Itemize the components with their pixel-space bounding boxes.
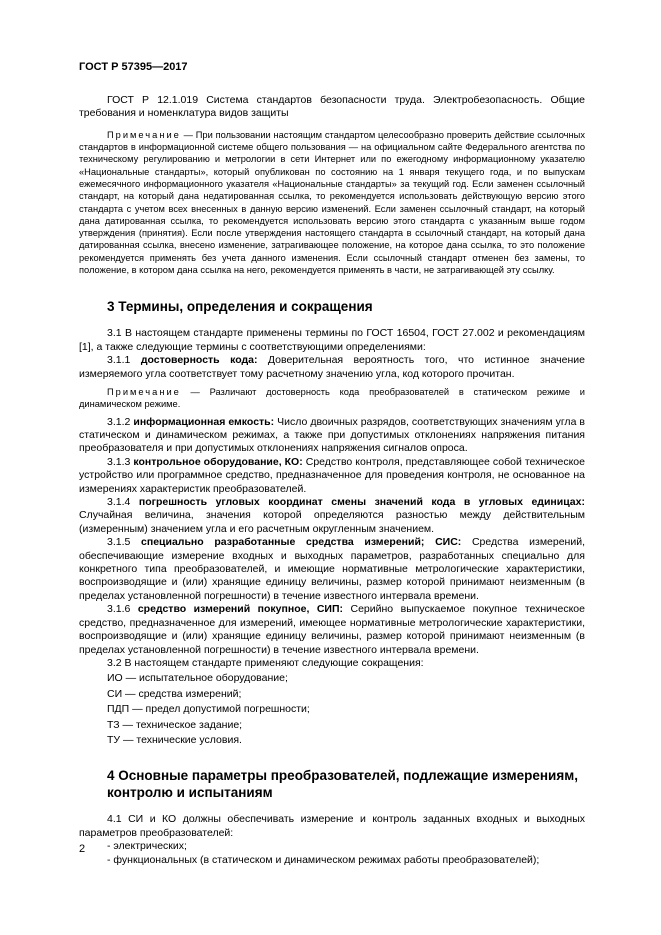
term-name: средство измерений покупное, СИП: [137,603,344,616]
para-4-1: 4.1 СИ и КО должны обеспечивать измерение и контроль заданных входных и выходных параметров преобразователей: [79,813,585,839]
term-3-1-6 [79,603,585,657]
abbreviation-item: ТЗ — техническое задание; [107,718,243,731]
term-definition: Случайная величина, значения которой определяются разностью между действительным (измеренным) значением угла и его расчетным округленным значением. [79,509,585,535]
abbreviation-item: ПДП — предел допустимой погрешности; [107,703,310,716]
term-number: 3.1.1 [107,354,141,367]
running-header: ГОСТ Р 57395—2017 [79,61,188,73]
term-name: погрешность угловых координат смены значений кода в угловых единицах: [138,496,585,509]
para-3-2: 3.2 В настоящем стандарте применяют следующие сокращения: [107,656,424,669]
term-name: достоверность кода: [140,354,258,367]
page-number: 2 [79,843,86,855]
para-3-1: 3.1 В настоящем стандарте применены термины по ГОСТ 16504, ГОСТ 27.002 и рекомендациям [1], а также следующие термины с соответствующими определениями: [79,327,585,353]
abbreviation-item: СИ — средства измерений; [107,687,242,700]
term-number: 3.1.5 [107,536,142,549]
note-label: Примечание [107,387,181,397]
section-3-heading: 3 Термины, определения и сокращения [107,299,373,315]
note-paragraph-2 [79,386,585,411]
term-number: 3.1.6 [107,603,138,616]
term-number: 3.1.3 [107,455,134,468]
term-definition: Средства измерений, обеспечивающие измерение входных и выходных параметров, разработанных специально для конкретного типа преобразователей, и имеющие нормативные метрологические характеристики, воспроизводящие и (или) хранящие единицу величины, размер которой принимают неизменным (в пределах установленной погрешности) в течение известного интервала времени. [79,536,586,602]
term-definition: Число двоичных разрядов, соответствующих значениям угла в статическом и динамическом режимах, а также при допустимых отклонениях напряжения питания преобразователя и при допустимых отклонениях напряжения сигналов опроса. [79,415,585,455]
abbreviation-item: ТУ — технические условия. [107,733,242,746]
term-3-1-3 [79,456,585,496]
note-text: — При пользовании настоящим стандартом целесообразно проверить действие ссылочных стандартов в информационной системе общего пользования — на официальном сайте Федерального агентства по техническому регулированию и метрологии в сети Интернет или по ежегодному информационному указателю «Национальные стандарты», который опубликован по состоянию на 1 января текущего года, и по выпускам ежемесячного информационного указателя «Национальные стандарты» за текущий год. Если заменен ссылочный стандарт, на который дана недатированная ссылка, то рекомендуется использовать действующую версию этого стандарта с учетом всех внесенных в данную версию изменений. Если заменен ссылочный стандарт, на который дана датированная ссылка, то рекомендуется использовать версию этого стандарта с указанным выше годом утверждения (принятия). Если после утверждения настоящего стандарта в ссылочный стандарт, на который дана датированная ссылка, внесено изменение, затрагивающее положение, на которое дана ссылка, то это положение рекомендуется применять без учета данного изменения. Если ссылочный стандарт отменен без замены, то положение, в котором дана ссылка на него, рекомендуется применять в части, не затрагивающей эту ссылку. [79,129,585,276]
term-name: специально разработанные средства измерений; СИС: [141,536,462,549]
term-3-1-2 [79,416,585,456]
normative-reference: ГОСТ Р 12.1.019 Система стандартов безопасности труда. Электробезопасность. Общие требования и номенклатура видов защиты [79,94,585,120]
note-text: — Различают достоверность кода преобразователей в статическом режиме и динамическом режиме. [79,387,585,410]
list-item: - электрических; [107,840,187,853]
note-label: Примечание [107,129,181,140]
abbreviation-list [79,672,585,747]
note-paragraph [79,129,585,277]
section-4-heading: 4 Основные параметры преобразователей, подлежащие измерениям, контролю и испытаниям [107,768,578,801]
term-name: информационная емкость: [133,415,275,428]
term-3-1-1 [79,354,585,381]
term-number: 3.1.4 [107,496,139,509]
list-item: - функциональных (в статическом и динамическом режимах работы преобразователей); [107,853,540,866]
page-body [79,94,585,867]
term-name: контрольное оборудование, КО: [133,455,303,468]
term-definition: Доверительная вероятность того, что истинное значение измеряемого угла соответствует тому расчетному значению угла, код которого прочитан. [79,354,585,380]
term-3-1-5 [79,536,585,603]
term-number: 3.1.2 [107,415,134,428]
term-definition: Серийно выпускаемое покупное техническое средство, предназначенное для измерений, имеющее нормативные метрологические характеристики, воспроизводящие и (или) хранящие единицу величины, размер которой принимают неизменным (в пределах установленной погрешности) в течение известного интервала времени. [79,603,585,656]
term-definition: Средство контроля, представляющее собой техническое устройство или программное средство, предназначенное для проведения контроля, не основанное на измерениях характеристик преобразователей. [79,455,585,495]
abbreviation-item: ИО — испытательное оборудование; [107,672,288,685]
term-3-1-4 [79,496,585,536]
